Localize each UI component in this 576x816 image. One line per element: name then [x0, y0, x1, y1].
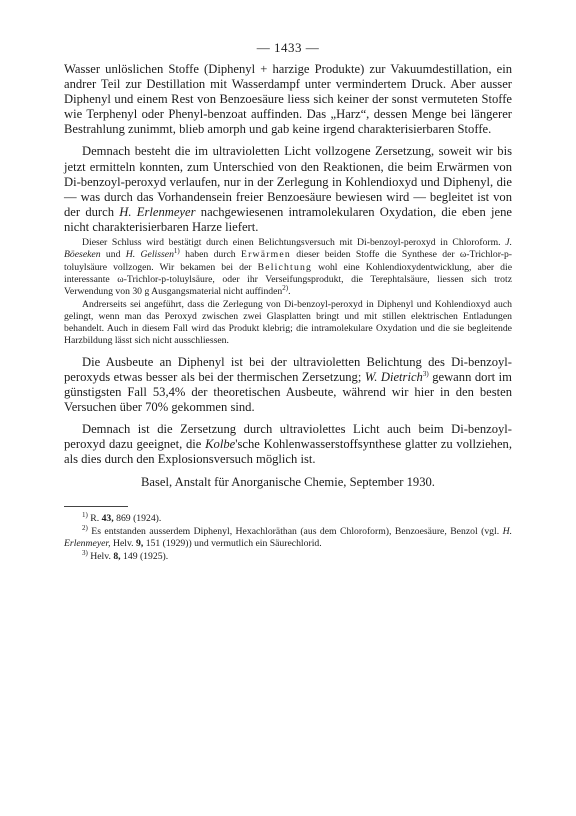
footnote-1-pages: 869 (1924).	[116, 513, 162, 525]
paragraph-3-text-b: gewann dort im günstigsten Fall 53,4% der theoretischen Ausbeute, während wir hier in den besten Versuchen über 70% gekommen sind.	[64, 369, 512, 414]
small-paragraph-1	[64, 237, 512, 298]
footnote-2-mark: 2)	[82, 523, 88, 532]
paragraph-4-text-b: 'sche Kohlenwasserstoffsynthese glatter zu vollziehen, als dies durch den Explosionsversuch möglich ist.	[64, 437, 512, 467]
author-kolbe: Kolbe	[205, 437, 236, 452]
footnote-2-journal: Helv.	[112, 538, 134, 550]
footnote-ref-3: 3)	[422, 369, 429, 378]
footnote-1-mark: 1)	[82, 511, 88, 520]
footnote-3	[64, 548, 512, 563]
paragraph-2	[64, 144, 512, 235]
paragraph-3	[64, 355, 512, 415]
small-1-und: und	[105, 249, 121, 261]
small-1-end: .	[288, 286, 291, 298]
footnote-1	[64, 513, 512, 525]
footnote-3-volume: 8,	[113, 550, 121, 562]
author-boeseken: J. Böeseken	[64, 237, 512, 261]
footnote-2-author: H. Erlenmeyer,	[64, 525, 513, 550]
author-dietrich: W. Dietrich	[364, 369, 423, 384]
paragraph-4-text-a: Demnach ist die Zersetzung durch ultraviolettes Licht auch beim Di-benzoyl-peroxyd dazu geeignet, die	[64, 422, 512, 452]
paragraph-4	[64, 422, 512, 467]
author-erlenmeyer: H. Erlenmeyer	[119, 204, 196, 219]
small-1-text-c: dieser beiden Stoffe die Synthese der ω-Trichlor-p-toluylsäure vollzogen. Wir bekamen bei der	[64, 249, 513, 273]
footnote-2-volume: 9,	[136, 538, 144, 550]
footnote-2-text-c: 151 (1929)) und vermutlich ein Säurechlorid.	[145, 538, 322, 550]
footnote-3-journal: Helv.	[90, 550, 111, 562]
page	[64, 40, 512, 563]
small-1-text-b: haben durch	[185, 249, 236, 261]
paragraph-1: Wasser unlöslichen Stoffe (Diphenyl + harzige Produkte) zur Vakuumdestillation, ein andrer Teil zur Destillation mit Wasserdampf unter vermindertem Druck. Aber ausser Diphenyl und einem Rest von Benzoesäure liess sich keiner der sonst vermuteten Stoffe wie Terphenyl oder Phenyl-benzoat auffinden. Das „Harz“, dessen Menge bei längerer Bestrahlung zunimmt, blieb amorph und gab keine irgend charakterisierbaren Stoffe.	[64, 62, 512, 137]
footnote-3-pages: 149 (1925).	[123, 550, 169, 562]
footnote-1-volume: 43,	[101, 513, 114, 525]
footnote-2-text-a: Es entstanden ausserdem Diphenyl, Hexachloräthan (aus dem Chloroform), Benzoesäure, Benzol (vgl.	[91, 525, 500, 537]
small-paragraph-2: Andrerseits sei angeführt, dass die Zerlegung von Di-benzoyl-peroxyd in Diphenyl und Kohlendioxyd auch gelingt, wenn man das Peroxyd zwischen zwei Glasplatten bringt und mit stillen elektrischen Entladungen behandelt. Auch in diesem Fall wird das Produkt klebrig; die intramolekulare Oxydation und die sie begleitende Harzbildung lässt sich nicht ausschliessen.	[64, 298, 512, 347]
page-number: — 1433 —	[256, 40, 320, 55]
author-gelissen: H. Gelissen	[125, 249, 174, 261]
footnote-ref-1: 1)	[173, 247, 180, 256]
emph-erwaermen: Erwärmen	[240, 249, 291, 261]
affiliation-date: Basel, Anstalt für Anorganische Chemie, September 1930.	[141, 475, 435, 490]
footnote-ref-2: 2)	[282, 283, 289, 292]
paragraph-3-text-a: Die Ausbeute an Diphenyl ist bei der ultravioletten Belichtung des Di-benzoyl-peroxyds etwas besser als bei der thermischen Zersetzung;	[64, 354, 512, 384]
small-1-text-d: wohl eine Kohlendioxydentwicklung, aber die interessante ω-Trichlor-p-toluylsäure, oder ihr Verseifungsprodukt, die Terephtalsäure, liessen sich trotz Verwendung von 30 g Ausgangsmaterial nicht auffinden	[64, 261, 513, 298]
paragraph-2-end: nachgewiesenen intramolekularen Oxydation, die eben jene nicht charakterisierbaren Harze liefert.	[64, 204, 513, 234]
paragraph-2-text: Demnach besteht die im ultravioletten Licht vollzogene Zersetzung, soweit wir bis jetzt ermitteln konnten, zum Unterschied von den Reaktionen, die beim Erwärmen von Di-benzoyl-peroxyd verlaufen, nur in der Zerlegung in Kohlendioxyd und Diphenyl, die — was durch das Vorhandensein freier Benzoesäure bewiesen wird — begleitet ist von der durch	[64, 144, 512, 219]
footnote-divider	[64, 506, 128, 507]
footnote-3-mark: 3)	[82, 548, 88, 557]
footnote-1-journal: R.	[90, 513, 100, 525]
emph-belichtung: Belichtung	[257, 261, 313, 273]
footnote-2	[64, 523, 513, 551]
small-1-text-a: Dieser Schluss wird bestätigt durch einen Belichtungsversuch mit Di-benzoyl-peroxyd in Chloroform.	[82, 237, 501, 249]
